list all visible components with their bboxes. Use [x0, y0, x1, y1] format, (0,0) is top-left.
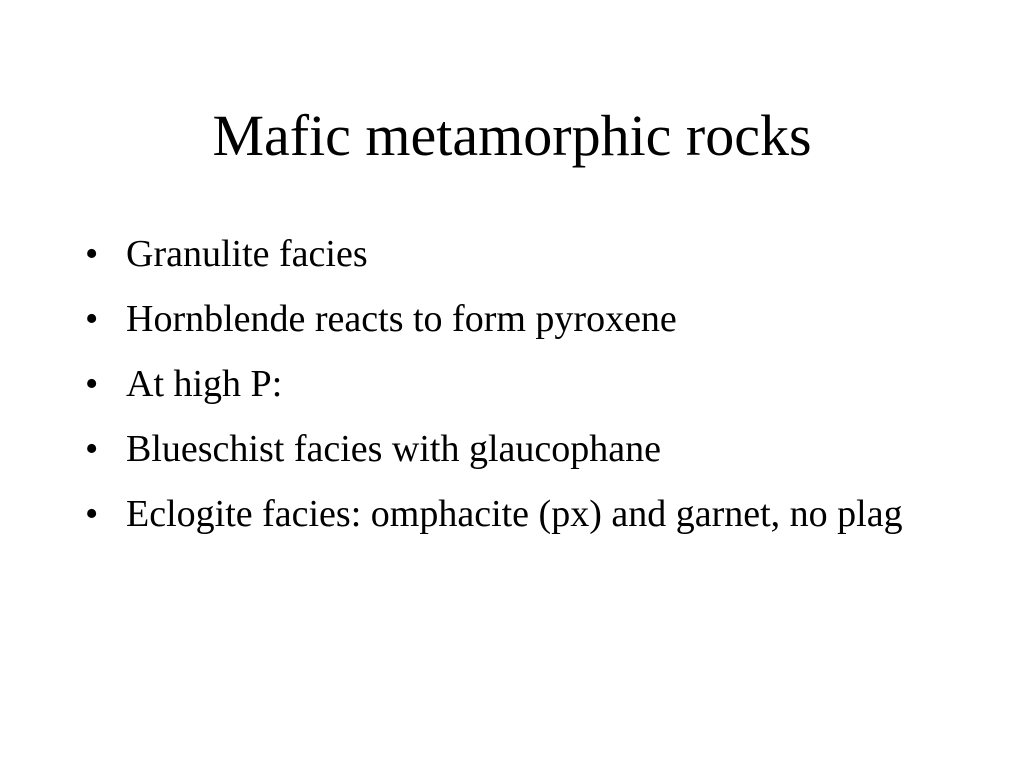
bullet-text: Eclogite facies: omphacite (px) and garnet, no plag [126, 493, 903, 535]
bullet-icon: • [85, 233, 99, 275]
bullet-icon: • [85, 298, 99, 340]
bullet-text: Hornblende reacts to form pyroxene [126, 298, 677, 340]
slide-title: Mafic metamorphic rocks [212, 103, 812, 168]
bullet-icon: • [85, 428, 99, 470]
bullet-list [85, 232, 945, 557]
bullet-text: Blueschist facies with glaucophane [126, 428, 662, 470]
bullet-item [85, 232, 945, 277]
bullet-text: At high P: [126, 363, 283, 405]
bullet-icon: • [85, 363, 99, 405]
bullet-text: Granulite facies [126, 233, 368, 275]
bullet-item [85, 297, 945, 342]
bullet-item [85, 362, 945, 407]
bullet-icon: • [85, 493, 99, 535]
bullet-item [85, 492, 945, 537]
bullet-item [85, 427, 945, 472]
